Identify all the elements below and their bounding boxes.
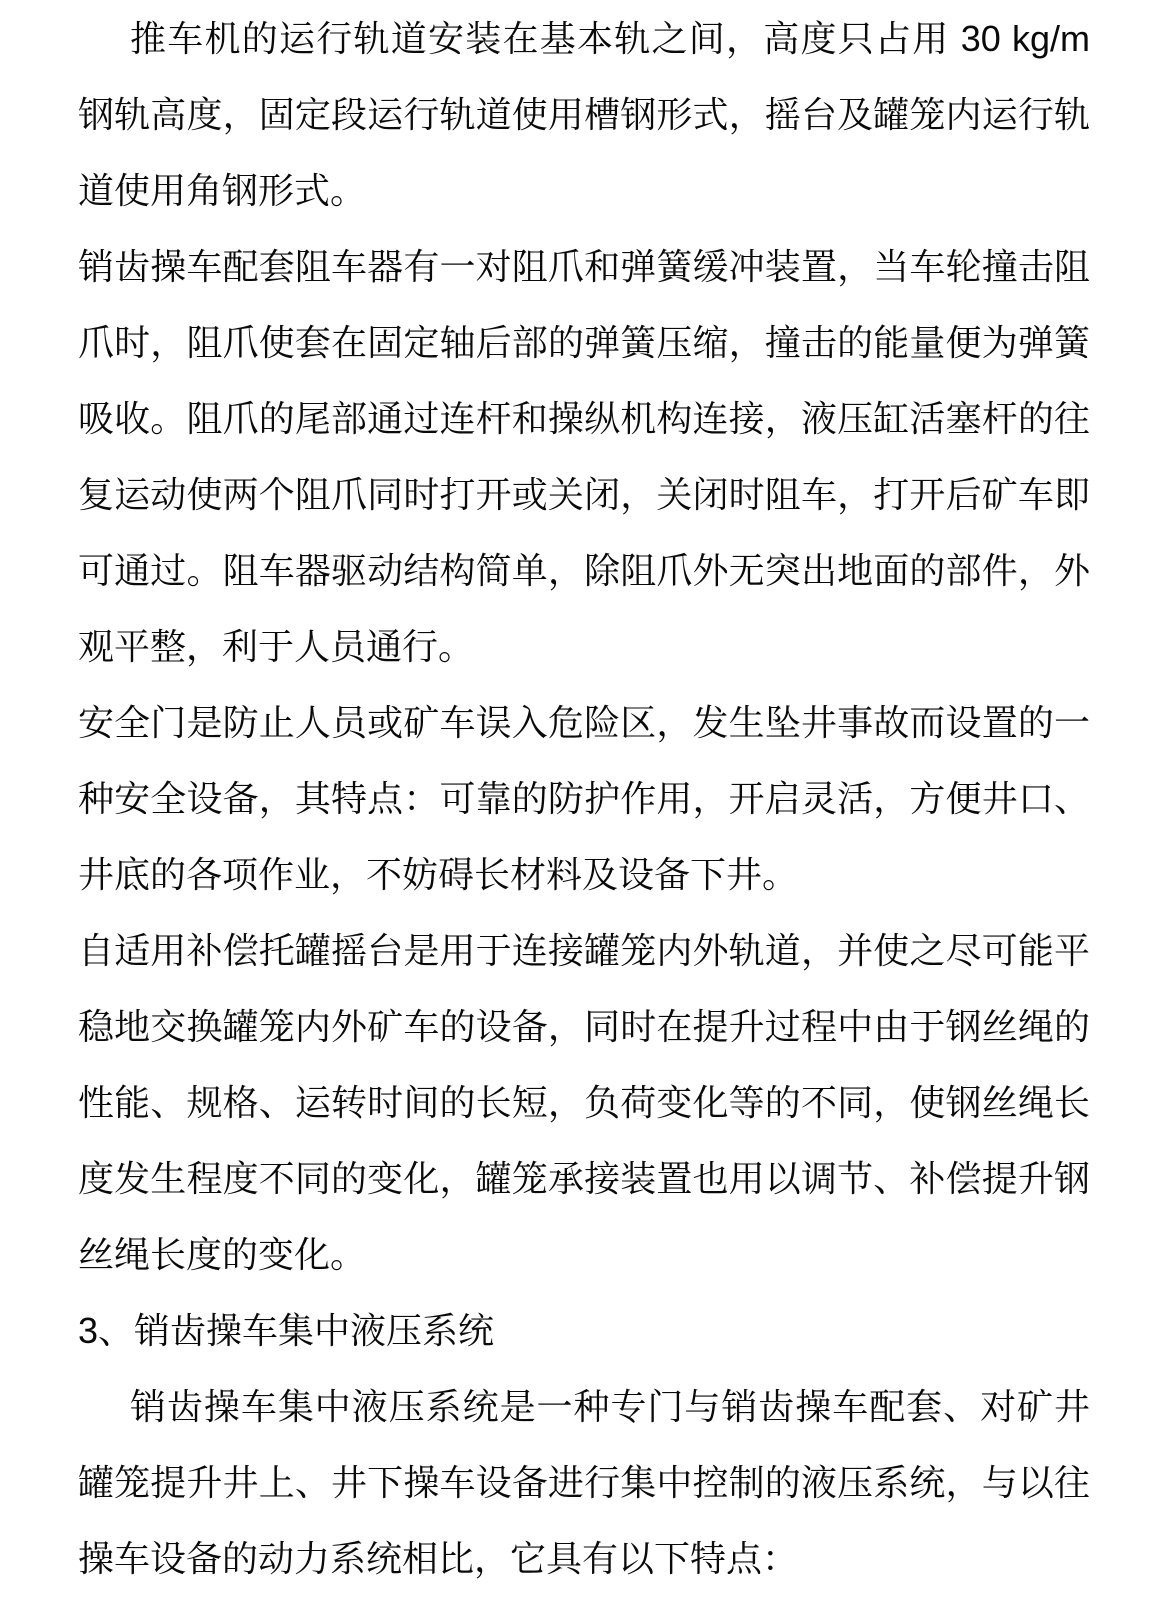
text-line: 爪时，阻爪使套在固定轴后部的弹簧压缩，撞击的能量便为弹簧 <box>78 322 1090 363</box>
text-line: 井底的各项作业，不妨碍长材料及设备下井。 <box>78 854 799 895</box>
text-line: 道使用角钢形式。 <box>78 170 367 211</box>
paragraph-rocking-platform <box>78 913 1090 1293</box>
text-line: 操车设备的动力系统相比，它具有以下特点： <box>78 1538 799 1579</box>
text-line: 吸收。阻爪的尾部通过连杆和操纵机构连接，液压缸活塞杆的往 <box>78 398 1090 439</box>
text-line: 罐笼提升井上、井下操车设备进行集中控制的液压系统，与以往 <box>78 1462 1090 1503</box>
document-body <box>78 1 1090 1597</box>
text-line: 推车机的运行轨道安装在基本轨之间，高度只占用 30 kg/m <box>130 18 1090 59</box>
text-line: 可通过。阻车器驱动结构简单，除阻爪外无突出地面的部件，外 <box>78 550 1090 591</box>
text-line: 观平整，利于人员通行。 <box>78 626 475 667</box>
text-line: 种安全设备，其特点：可靠的防护作用，开启灵活，方便井口、 <box>78 778 1090 819</box>
text-line: 性能、规格、运转时间的长短，负荷变化等的不同，使钢丝绳长 <box>78 1082 1090 1123</box>
paragraph-safety-gate <box>78 685 1090 913</box>
text-line: 自适用补偿托罐摇台是用于连接罐笼内外轨道，并使之尽可能平 <box>78 930 1090 971</box>
text-line: 稳地交换罐笼内外矿车的设备，同时在提升过程中由于钢丝绳的 <box>78 1006 1090 1047</box>
text-line: 钢轨高度，固定段运行轨道使用槽钢形式，摇台及罐笼内运行轨 <box>78 94 1090 135</box>
text-line: 销齿操车集中液压系统是一种专门与销齿操车配套、对矿井 <box>130 1386 1090 1427</box>
section-heading-hydraulic-system <box>78 1293 1090 1369</box>
paragraph-hydraulic-system-intro <box>78 1369 1090 1597</box>
text-line: 安全门是防止人员或矿车误入危险区，发生坠井事故而设置的一 <box>78 702 1090 743</box>
text-line: 复运动使两个阻爪同时打开或关闭，关闭时阻车，打开后矿车即 <box>78 474 1090 515</box>
paragraph-pusher-track <box>78 1 1090 229</box>
paragraph-car-arrester <box>78 229 1090 685</box>
text-line: 度发生程度不同的变化，罐笼承接装置也用以调节、补偿提升钢 <box>78 1158 1090 1199</box>
text-line: 销齿操车配套阻车器有一对阻爪和弹簧缓冲装置，当车轮撞击阻 <box>78 246 1090 287</box>
heading-line: 3、销齿操车集中液压系统 <box>78 1310 495 1351</box>
text-line: 丝绳长度的变化。 <box>78 1234 367 1275</box>
